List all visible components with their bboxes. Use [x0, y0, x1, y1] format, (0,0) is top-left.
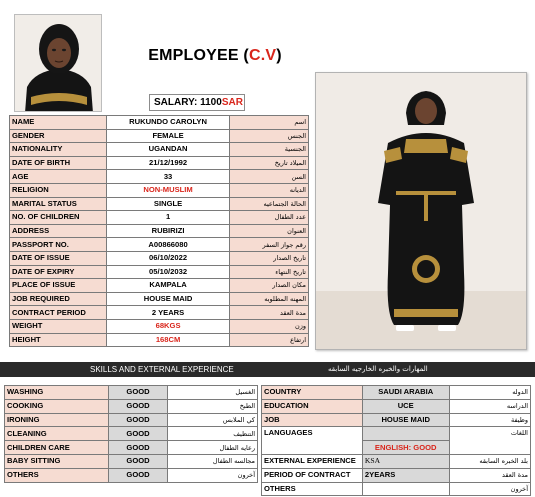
table-row: CLEANING GOOD التنظيف: [5, 427, 258, 441]
page-title: EMPLOYEE (C.V): [148, 47, 282, 64]
table-row: PASSPORT NO. A00866080 رقم جواز السفر: [10, 238, 309, 252]
experience-table: [261, 385, 531, 496]
table-row: ADDRESS RUBIRIZI العنوان: [10, 224, 309, 238]
skills-header-english: SKILLS AND EXTERNAL EXPERIENCE: [90, 365, 234, 374]
table-row: OTHERS آخرون: [262, 482, 531, 496]
table-row: ENGLISH: GOOD: [262, 441, 531, 455]
table-row: BABY SITTING GOOD مجالسه الطفال: [5, 454, 258, 468]
table-row: HEIGHT 168CM ارتفاع: [10, 333, 309, 347]
table-row: OTHERS GOOD آخرون: [5, 468, 258, 482]
portrait-photo: [14, 14, 102, 112]
table-row: NAME RUKUNDO CAROLYN اسم: [10, 116, 309, 130]
table-row: DATE OF EXPIRY 05/10/2032 تاريخ النتهاء: [10, 265, 309, 279]
skills-section-header: [0, 362, 535, 377]
table-row: RELIGION NON-MUSLIM الديانه: [10, 183, 309, 197]
salary-box: SALARY: 1100SAR: [149, 94, 245, 111]
table-row: COUNTRY SAUDI ARABIA الدوله: [262, 386, 531, 400]
table-row: MARITAL STATUS SINGLE الحالة الجتماعيه: [10, 197, 309, 211]
table-row: JOB REQUIRED HOUSE MAID المهنه المطلوبه: [10, 292, 309, 306]
full-body-photo: [315, 72, 527, 350]
table-row: IRONING GOOD كي الملابس: [5, 413, 258, 427]
table-row: CONTRACT PERIOD 2 YEARS مدة العقد: [10, 306, 309, 320]
table-row: EDUCATION UCE الدراسه: [262, 399, 531, 413]
table-row: CHILDREN CARE GOOD رعايه الطفال: [5, 441, 258, 455]
table-row: WEIGHT 68KGS وزن: [10, 319, 309, 333]
table-row: JOB HOUSE MAID وظيفة: [262, 413, 531, 427]
table-row: COOKING GOOD الطبخ: [5, 399, 258, 413]
table-row: DATE OF BIRTH 21/12/1992 الميلاد تاريخ: [10, 156, 309, 170]
table-row: EXTERNAL EXPERIENCE KSA بلد الخبره السابقه: [262, 454, 531, 468]
table-row: LANGUAGES اللغات: [262, 427, 531, 441]
table-row: GENDER FEMALE الجنس: [10, 129, 309, 143]
table-row: PERIOD OF CONTRACT 2YEARS مدة العقد: [262, 468, 531, 482]
table-row: NO. OF CHILDREN 1 عدد الطفال: [10, 211, 309, 225]
skills-table: [4, 385, 258, 483]
table-row: DATE OF ISSUE 06/10/2022 تاريخ الصدار: [10, 251, 309, 265]
skills-header-arabic: المهارات والخبره الخارجيه السابقه: [328, 365, 428, 373]
table-row: NATIONALITY UGANDAN الجنسية: [10, 143, 309, 157]
personal-info-table: [9, 115, 309, 347]
table-row: WASHING GOOD الغسيل: [5, 386, 258, 400]
table-row: AGE 33 السن: [10, 170, 309, 184]
table-row: PLACE OF ISSUE KAMPALA مكان الصدار: [10, 279, 309, 293]
